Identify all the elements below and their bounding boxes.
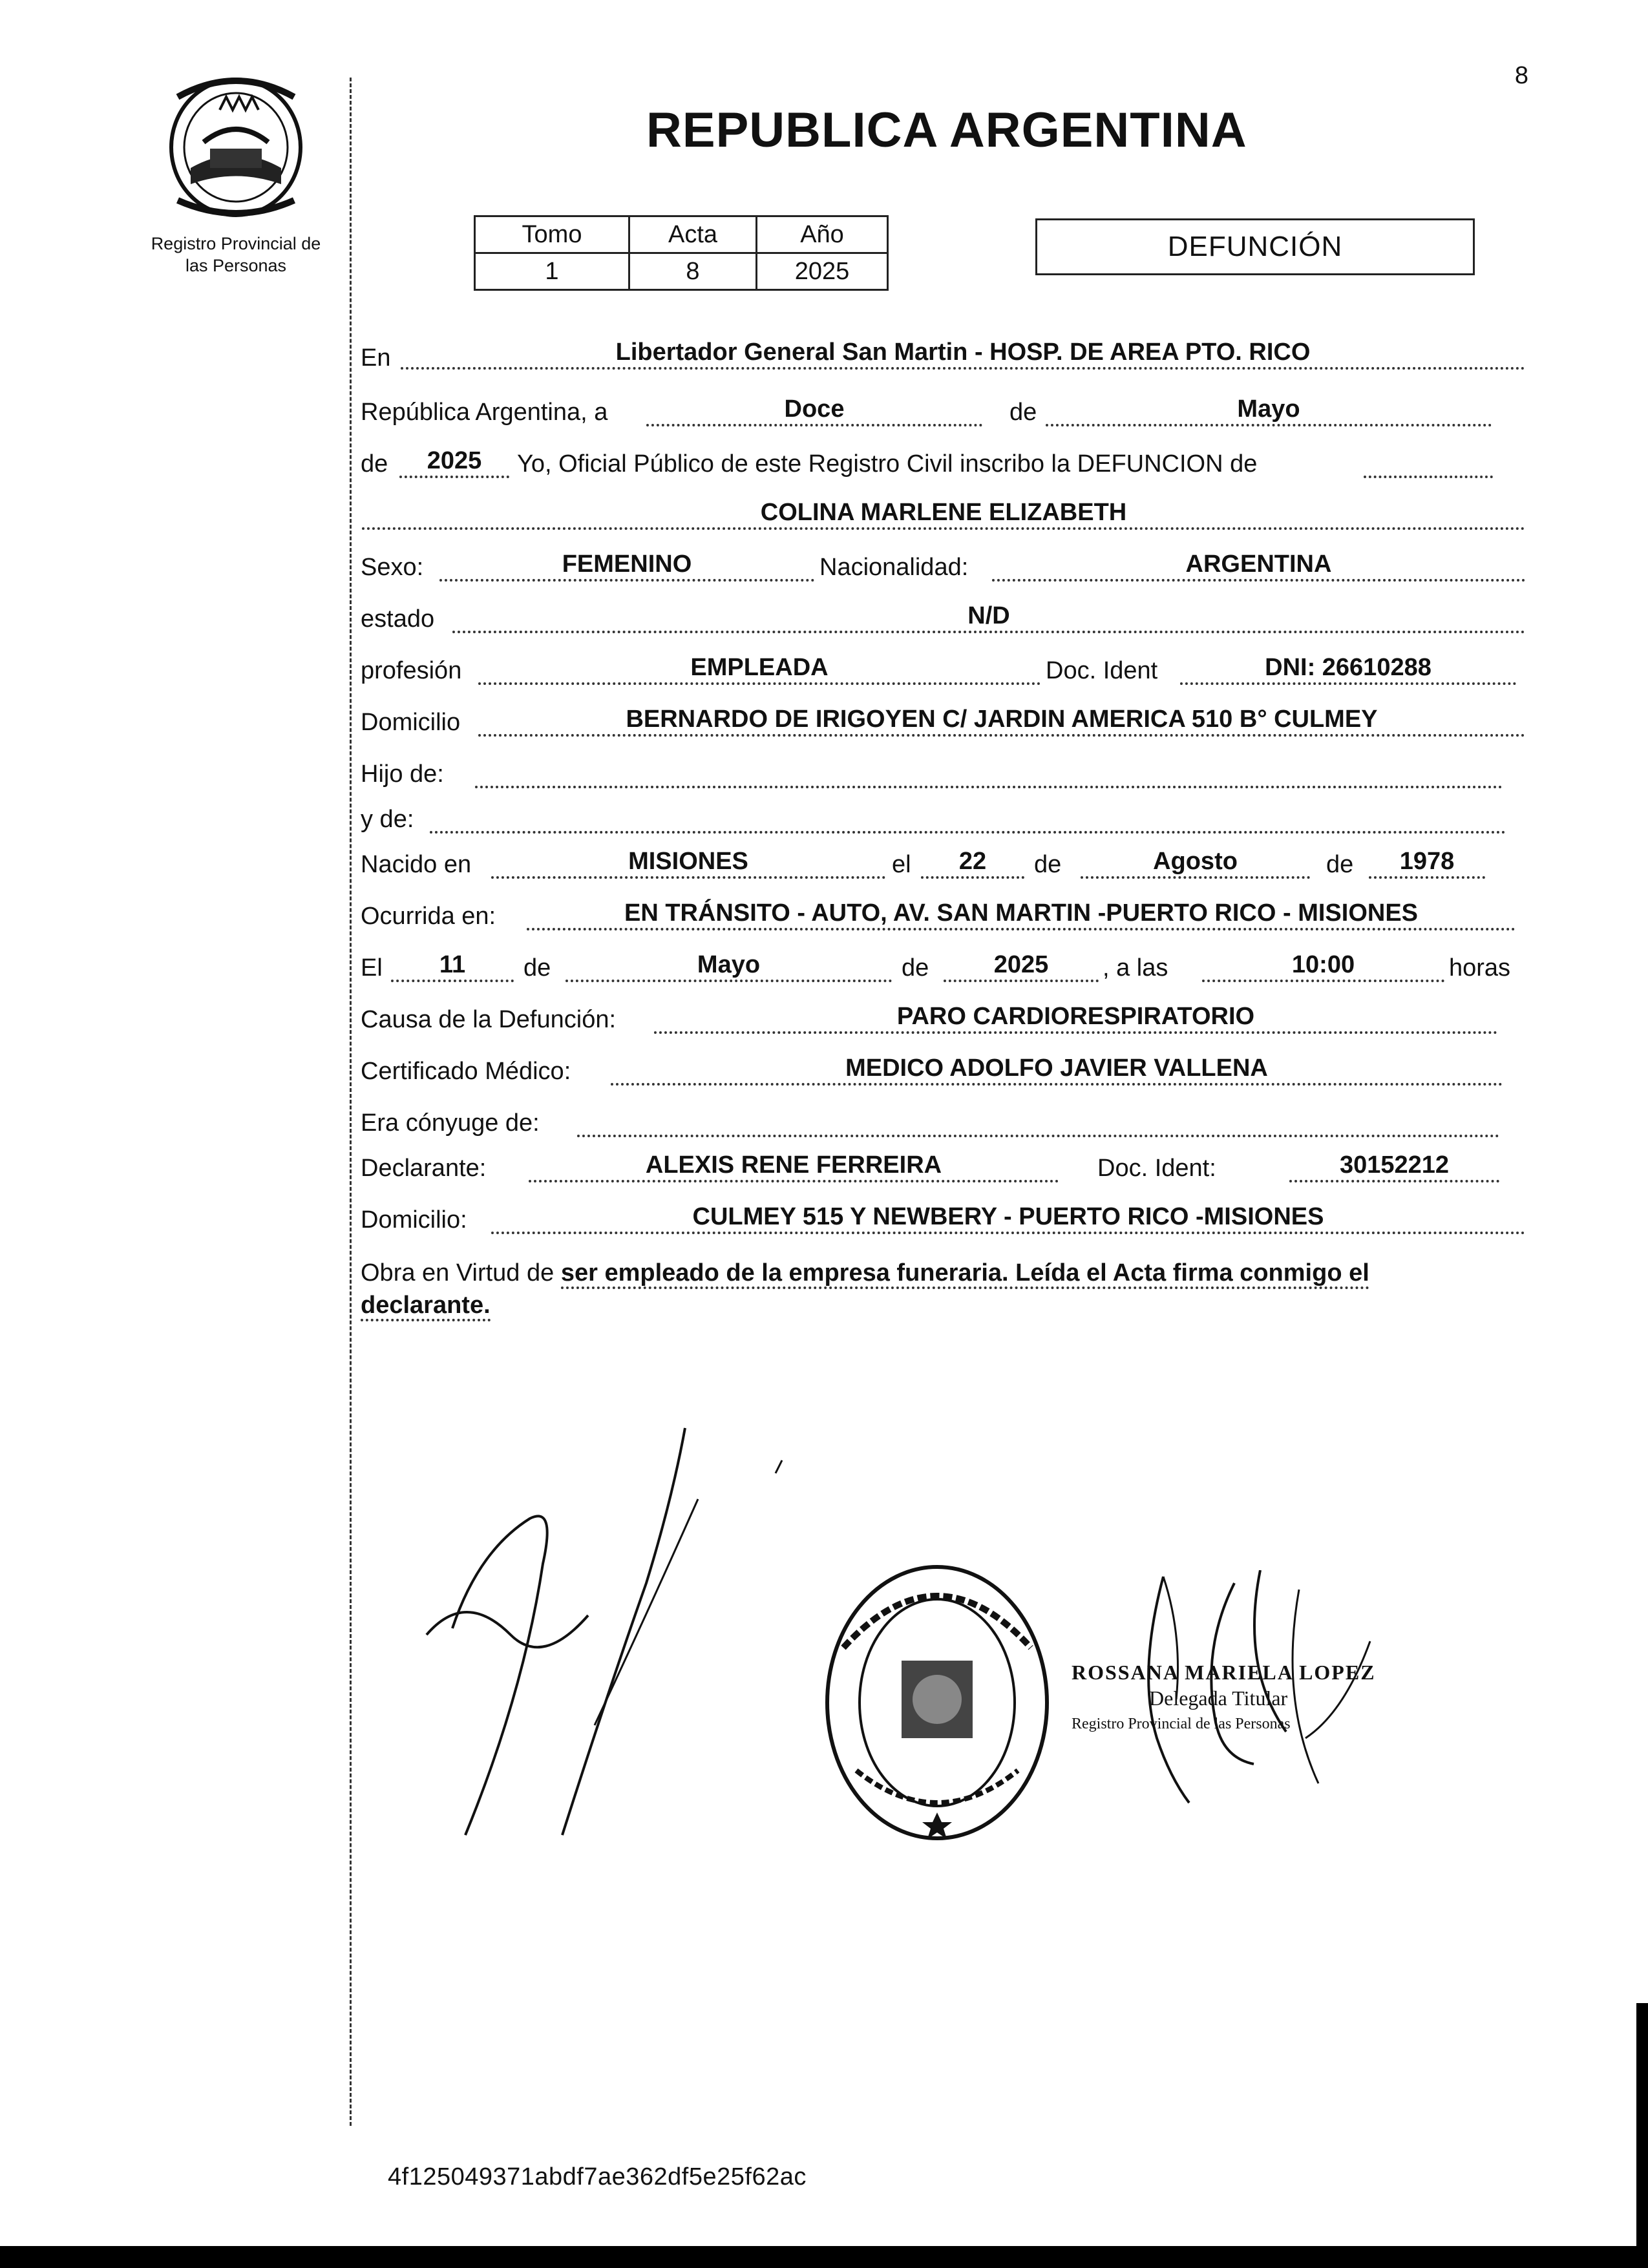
hijo-field — [475, 756, 1503, 788]
sexo-field: FEMENINO — [439, 549, 814, 582]
declarante-doc-field: 30152212 — [1289, 1150, 1499, 1182]
profesion-field: EMPLEADA — [478, 653, 1041, 685]
nacido-de-label-2: de — [1326, 851, 1354, 878]
day-field: Doce — [646, 394, 982, 426]
declarante-doc-label: Doc. Ident: — [1097, 1155, 1216, 1182]
domicilio-label: Domicilio — [361, 709, 461, 736]
doc-ident-field: DNI: 26610288 — [1180, 653, 1516, 685]
record-table-header-tomo: Tomo — [475, 216, 629, 253]
hora-field: 10:00 — [1202, 950, 1444, 982]
declarante-dom-field: CULMEY 515 Y NEWBERY - PUERTO RICO -MISIONES — [491, 1202, 1525, 1234]
record-table-header-anio: Año — [757, 216, 888, 253]
nacido-lugar-field: MISIONES — [491, 846, 885, 879]
estado-label: estado — [361, 605, 435, 633]
official-block — [1072, 1659, 1376, 1737]
registry-name-line-1: Registro Provincial de — [151, 234, 321, 253]
domicilio-field: BERNARDO DE IRIGOYEN C/ JARDIN AMERICA 510 B° CULMEY — [478, 704, 1525, 737]
registry-office-stamp — [818, 1557, 1057, 1848]
muerte-de-label-2: de — [902, 954, 929, 982]
muerte-dia-field: 11 — [391, 950, 514, 982]
act-type-box: DEFUNCIÓN — [1035, 218, 1475, 275]
official-office: Registro Provincial de las Personas — [1072, 1716, 1291, 1732]
registry-name-line-2: las Personas — [185, 256, 287, 275]
document-hash: 4f125049371abdf7ae362df5e25f62ac — [388, 2163, 807, 2190]
scan-edge-right — [1636, 2003, 1648, 2268]
nacionalidad-field: ARGENTINA — [992, 549, 1525, 582]
obra-label: Obra en Virtud de — [361, 1259, 555, 1286]
oficial-text: Yo, Oficial Público de este Registro Civil inscribo la DEFUNCION de — [517, 450, 1258, 478]
record-table-value-acta: 8 — [629, 253, 757, 290]
nacido-anio-field: 1978 — [1369, 846, 1485, 879]
page-number: 8 — [1514, 62, 1528, 89]
de-label-2: de — [361, 450, 388, 478]
provincia-misiones-crest — [165, 71, 307, 220]
alas-label: , a las — [1103, 954, 1168, 982]
republica-label: República Argentina, a — [361, 399, 608, 426]
nacido-mes-field: Agosto — [1081, 846, 1310, 879]
record-table-value-anio: 2025 — [757, 253, 888, 290]
muerte-anio-field: 2025 — [944, 950, 1099, 982]
scan-edge-bottom — [0, 2246, 1648, 2268]
yde-field — [430, 801, 1506, 834]
record-table-header-row — [475, 216, 888, 253]
profesion-label: profesión — [361, 657, 462, 684]
muerte-mes-field: Mayo — [565, 950, 892, 982]
certificado-field: MEDICO ADOLFO JAVIER VALLENA — [611, 1053, 1503, 1086]
sexo-label: Sexo: — [361, 554, 424, 581]
declarant-signature — [414, 1422, 814, 1861]
muerte-de-label-1: de — [523, 954, 551, 982]
registry-name — [116, 233, 355, 277]
official-role: Delegada Titular — [1149, 1686, 1288, 1710]
doc-ident-label: Doc. Ident — [1046, 657, 1158, 684]
estado-field: N/D — [452, 601, 1525, 633]
obra-text-line-1: ser empleado de la empresa funeraria. Leída el Acta firma conmigo el — [561, 1259, 1369, 1289]
declarante-field: ALEXIS RENE FERREIRA — [529, 1150, 1059, 1182]
deceased-name-field: COLINA MARLENE ELIZABETH — [362, 498, 1525, 530]
record-table-value-row — [475, 253, 888, 290]
causa-label: Causa de la Defunción: — [361, 1006, 617, 1033]
oficial-trailing-field — [1364, 446, 1493, 478]
ocurrida-label: Ocurrida en: — [361, 903, 496, 930]
year-field: 2025 — [399, 446, 509, 478]
conyuge-label: Era cónyuge de: — [361, 1109, 540, 1137]
obra-text-line-2: declarante. — [361, 1292, 491, 1321]
certificado-label: Certificado Médico: — [361, 1058, 571, 1085]
de-label-1: de — [1009, 399, 1037, 426]
official-name: ROSSANA MARIELA LOPEZ — [1072, 1661, 1376, 1684]
horas-label: horas — [1449, 954, 1511, 982]
conyuge-field — [577, 1105, 1499, 1137]
yde-label: y de: — [361, 806, 414, 833]
margin-line — [350, 78, 352, 2126]
place-field: Libertador General San Martin - HOSP. DE AREA PTO. RICO — [401, 337, 1525, 370]
obra-paragraph — [361, 1257, 1530, 1321]
nacido-de-label-1: de — [1034, 851, 1062, 878]
nacionalidad-label: Nacionalidad: — [819, 554, 969, 581]
declarante-dom-label: Domicilio: — [361, 1206, 467, 1234]
country-title: REPUBLICA ARGENTINA — [646, 103, 1247, 158]
declarante-label: Declarante: — [361, 1155, 487, 1182]
ocurrida-field: EN TRÁNSITO - AUTO, AV. SAN MARTIN -PUERTO RICO - MISIONES — [527, 898, 1516, 930]
en-label: En — [361, 344, 391, 372]
nacido-dia-field: 22 — [921, 846, 1024, 879]
causa-field: PARO CARDIORESPIRATORIO — [654, 1002, 1497, 1034]
record-table — [474, 215, 889, 291]
record-table-header-acta: Acta — [629, 216, 757, 253]
hijo-label: Hijo de: — [361, 761, 444, 788]
month-field: Mayo — [1046, 394, 1492, 426]
nacido-el-label: el — [892, 851, 911, 878]
nacido-label: Nacido en — [361, 851, 472, 878]
el-label: El — [361, 954, 383, 982]
record-table-value-tomo: 1 — [475, 253, 629, 290]
